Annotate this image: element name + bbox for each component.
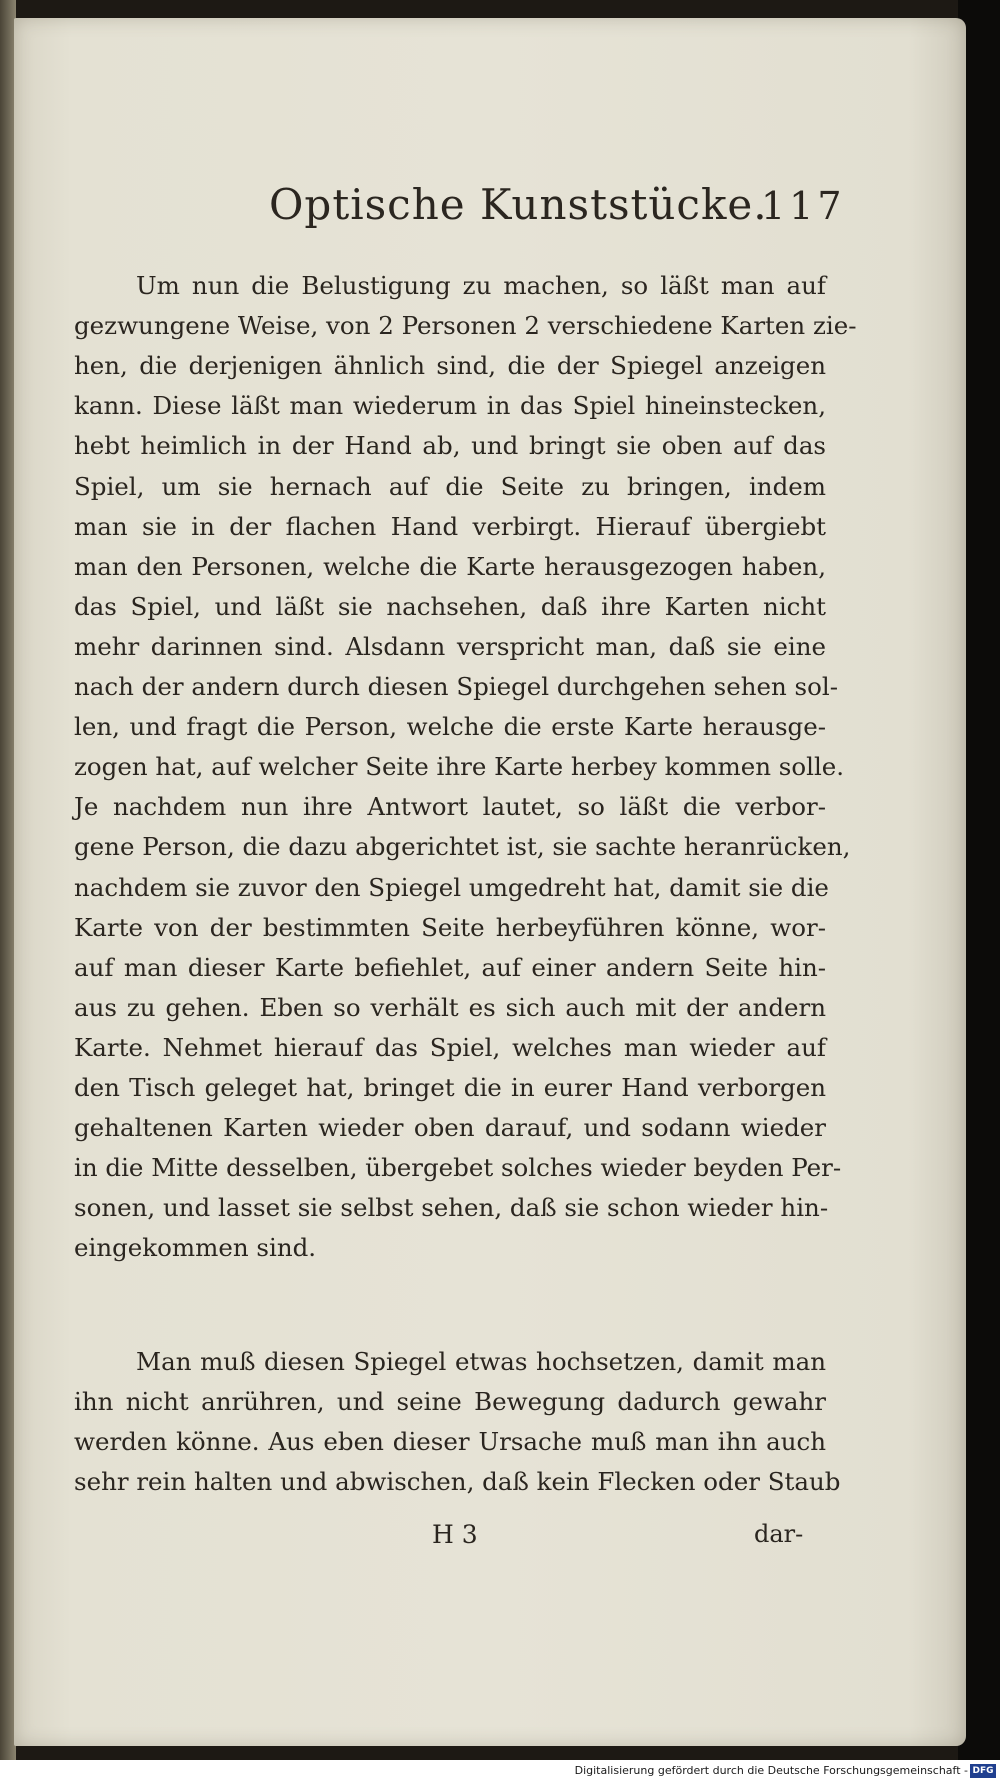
- text-line: sonen, und lasset sie selbst sehen, daß sie schon wieder hin-: [74, 1193, 829, 1223]
- text-line: Karte von der bestimmten Seite herbeyführen könne, wor-: [74, 912, 826, 942]
- text-line: in die Mitte desselben, übergebet solches wieder beyden Per-: [74, 1153, 842, 1183]
- text-line: Um nun die Belustigung zu machen, so läßt man auf: [136, 271, 826, 300]
- text-line: gezwungene Weise, von 2 Personen 2 verschiedene Karten zie-: [74, 311, 857, 341]
- page-footer: [14, 1520, 966, 1560]
- page-number: 117: [761, 184, 846, 228]
- text-line: Man muß diesen Spiegel etwas hochsetzen, damit man: [136, 1346, 826, 1376]
- credit-text: Digitalisierung gefördert durch die Deutsche Forschungsgemeinschaft -: [574, 1764, 968, 1777]
- text-line: ihn nicht anrühren, und seine Bewegung dadurch gewahr: [74, 1386, 826, 1416]
- text-line: len, und fragt die Person, welche die erste Karte herausge-: [74, 712, 826, 742]
- text-line: gehaltenen Karten wieder oben darauf, und sodann wieder: [74, 1113, 826, 1143]
- catchword: dar-: [754, 1520, 804, 1548]
- text-line: Spiel, um sie hernach auf die Seite zu bringen, indem: [74, 471, 826, 501]
- page-header: [269, 180, 846, 240]
- text-line: werden könne. Aus eben dieser Ursache muß man ihn auch: [74, 1426, 826, 1456]
- text-line: auf man dieser Karte befiehlet, auf einer andern Seite hin-: [74, 952, 826, 982]
- text-line: das Spiel, und läßt sie nachsehen, daß ihre Karten nicht: [74, 591, 826, 621]
- dfg-logo: DFG: [970, 1764, 996, 1778]
- text-line: aus zu gehen. Eben so verhält es sich auch mit der andern: [74, 992, 826, 1022]
- text-line: man den Personen, welche die Karte herausgezogen haben,: [74, 551, 826, 581]
- text-line: Karte. Nehmet hierauf das Spiel, welches man wieder auf: [74, 1032, 826, 1062]
- text-line: hebt heimlich in der Hand ab, und bringt sie oben auf das: [74, 431, 826, 461]
- text-line: zogen hat, auf welcher Seite ihre Karte herbey kommen solle.: [74, 752, 845, 782]
- text-line: man sie in der flachen Hand verbirgt. Hierauf übergiebt: [74, 511, 826, 541]
- running-title: Optische Kunststücke.: [269, 180, 768, 229]
- signature-mark: H 3: [432, 1520, 478, 1549]
- text-line: nachdem sie zuvor den Spiegel umgedreht hat, damit sie die: [74, 872, 829, 902]
- text-line: den Tisch geleget hat, bringet die in eurer Hand verborgen: [74, 1073, 826, 1102]
- text-line: gene Person, die dazu abgerichtet ist, sie sachte heranrücken,: [74, 832, 851, 862]
- text-line: kann. Diese läßt man wiederum in das Spiel hineinstecken,: [74, 391, 826, 421]
- text-line: nach der andern durch diesen Spiegel durchgehen sehen sol-: [74, 672, 838, 701]
- digitization-credit-bar: [0, 1760, 1000, 1783]
- book-page: [14, 18, 966, 1746]
- text-line: eingekommen sind.: [74, 1233, 317, 1263]
- text-line: mehr darinnen sind. Alsdann verspricht man, daß sie eine: [74, 631, 826, 661]
- text-line: hen, die derjenigen ähnlich sind, die der Spiegel anzeigen: [74, 351, 826, 381]
- text-line: sehr rein halten und abwischen, daß kein Flecken oder Staub: [74, 1466, 841, 1496]
- text-line: Je nachdem nun ihre Antwort lautet, so läßt die verbor-: [74, 792, 826, 822]
